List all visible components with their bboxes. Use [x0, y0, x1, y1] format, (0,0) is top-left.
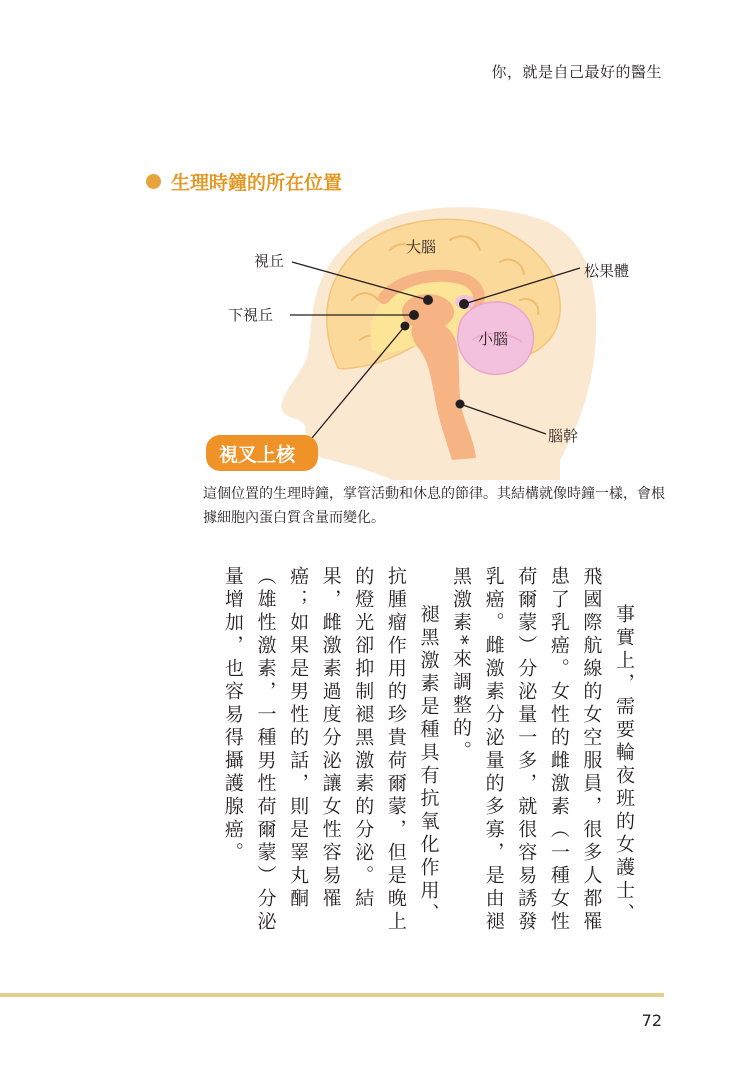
brainstem-label: 腦幹 [548, 427, 579, 445]
body-paragraph: 事實上，需要輪夜班的女護士、飛國際航線的女空服員，很多人都罹患了乳癌。女性的雌激素（一種女性荷爾蒙）分泌量一多，就很容易誘發乳癌。雌激素分泌量的多寡，是由褪黑激素*來調整的。 [450, 566, 635, 934]
brainstem-dot [456, 400, 465, 409]
page-number: 72 [641, 1011, 662, 1030]
scn-badge-label: 視叉上核 [219, 444, 296, 466]
diagram-caption: 這個位置的生理時鐘，掌管活動和休息的節律。其結構就像時鐘一樣，會根據細胞內蛋白質含量而變化。 [203, 486, 665, 526]
cerebrum-label: 大腦 [406, 238, 437, 256]
footer-rule [0, 993, 664, 997]
body-paragraph: 褪黑激素是種具有抗氧化作用、抗腫瘤作用的珍貴荷爾蒙，但是晚上的燈光卻抑制褪黑激素的分泌。結果，雌激素過度分泌讓女性容易罹癌；如果是男性的話，則是睪丸酮（雄性激素，一種男性荷爾蒙）分泌量增加，也容易得攝護腺癌。 [221, 566, 440, 934]
vertical-body-text [148, 566, 640, 946]
brain-diagram [0, 0, 750, 480]
scn-dot [401, 322, 410, 331]
thalamus-dot [423, 295, 433, 305]
pineal-dot [459, 299, 469, 309]
cerebellum-label: 小腦 [478, 330, 509, 348]
running-header: 你，就是自己最好的醫生 [491, 63, 662, 81]
thalamus-label: 視丘 [254, 252, 285, 270]
section-title: 生理時鐘的所在位置 [171, 172, 343, 194]
hypothalamus-dot [409, 310, 419, 320]
pineal-label: 松果體 [584, 262, 630, 280]
hypothalamus-label: 下視丘 [228, 306, 274, 324]
